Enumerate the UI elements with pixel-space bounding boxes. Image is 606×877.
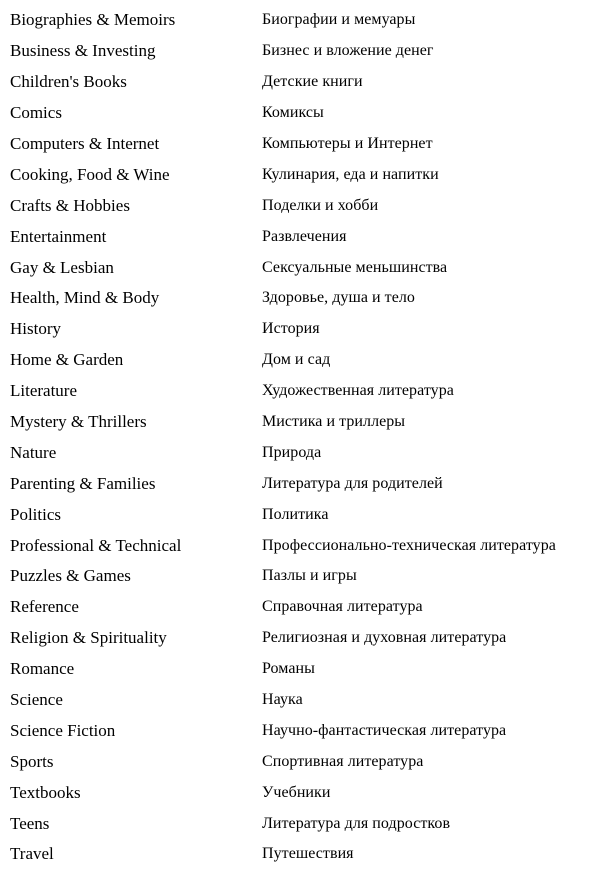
table-row [10, 715, 606, 746]
category-russian: Романы [262, 660, 315, 678]
category-english: Textbooks [10, 782, 81, 802]
category-english: Comics [10, 103, 62, 123]
table-row [10, 5, 606, 36]
category-russian: Бизнес и вложение денег [262, 42, 434, 60]
category-russian: Сексуальные меньшинства [262, 258, 448, 276]
category-english: Puzzles & Games [10, 566, 131, 586]
table-row [10, 623, 606, 654]
category-english: Science Fiction [10, 720, 116, 740]
category-english: Gay & Lesbian [10, 257, 114, 277]
table-row [10, 283, 606, 314]
category-english: Cooking, Food & Wine [10, 164, 170, 184]
category-english: Home & Garden [10, 350, 124, 370]
table-row [10, 746, 606, 777]
category-russian: Природа [262, 443, 322, 461]
category-russian: Учебники [262, 783, 331, 801]
category-english: Mystery & Thrillers [10, 412, 147, 432]
table-row [10, 36, 606, 67]
category-russian: Профессионально-техническая литература [262, 536, 556, 554]
table-row [10, 839, 606, 870]
category-russian: Путешествия [262, 845, 354, 863]
category-english: Romance [10, 659, 75, 679]
category-english: Science [10, 690, 63, 710]
category-english: History [10, 319, 61, 339]
category-russian: Поделки и хобби [262, 196, 379, 214]
category-russian: Кулинария, еда и напитки [262, 165, 439, 183]
table-row [10, 437, 606, 468]
category-english: Entertainment [10, 226, 107, 246]
category-english: Teens [10, 813, 50, 833]
table-row [10, 129, 606, 160]
category-english: Business & Investing [10, 41, 156, 61]
table-row [10, 530, 606, 561]
category-english: Travel [10, 844, 54, 864]
category-english: Nature [10, 442, 57, 462]
table-row [10, 190, 606, 221]
category-russian: Справочная литература [262, 598, 423, 616]
category-english: Parenting & Families [10, 473, 156, 493]
category-english: Children's Books [10, 72, 127, 92]
category-russian: Пазлы и игры [262, 567, 357, 585]
category-russian: Художественная литература [262, 382, 454, 400]
category-russian: Религиозная и духовная литература [262, 629, 507, 647]
category-russian: Литература для родителей [262, 474, 443, 492]
category-russian: Научно-фантастическая литература [262, 721, 507, 739]
category-russian: Развлечения [262, 227, 347, 245]
category-english: Crafts & Hobbies [10, 195, 130, 215]
category-english: Reference [10, 597, 79, 617]
table-row [10, 159, 606, 190]
category-russian: История [262, 320, 320, 338]
table-row [10, 376, 606, 407]
category-russian: Здоровье, душа и тело [262, 289, 415, 307]
table-row [10, 685, 606, 716]
table-row [10, 407, 606, 438]
table-row [10, 67, 606, 98]
category-english: Computers & Internet [10, 134, 160, 153]
category-english: Professional & Technical [10, 535, 182, 555]
category-russian: Дом и сад [262, 351, 331, 369]
table-row [10, 314, 606, 345]
table-row [10, 561, 606, 592]
table-row [10, 808, 606, 839]
category-russian: Биографии и мемуары [262, 11, 416, 29]
category-russian: Литература для подростков [262, 814, 451, 832]
category-russian: Политика [262, 505, 329, 523]
table-row [10, 777, 606, 808]
category-russian: Наука [262, 691, 303, 709]
category-russian: Комиксы [262, 104, 324, 122]
table-row [10, 499, 606, 530]
table-row [10, 221, 606, 252]
category-russian: Компьютеры и Интернет [262, 135, 433, 152]
category-english: Religion & Spirituality [10, 628, 167, 648]
table-row [10, 592, 606, 623]
category-russian: Детские книги [262, 73, 363, 91]
category-english: Politics [10, 504, 62, 524]
table-row [10, 252, 606, 283]
category-glossary-table [10, 5, 606, 870]
category-russian: Спортивная литература [262, 752, 424, 770]
category-russian: Мистика и триллеры [262, 413, 406, 431]
category-english: Literature [10, 381, 78, 401]
category-english: Biographies & Memoirs [10, 10, 176, 30]
category-english: Health, Mind & Body [10, 288, 160, 308]
table-row [10, 654, 606, 685]
category-english: Sports [10, 751, 54, 771]
table-row [10, 468, 606, 499]
table-row [10, 98, 606, 129]
table-row [10, 345, 606, 376]
